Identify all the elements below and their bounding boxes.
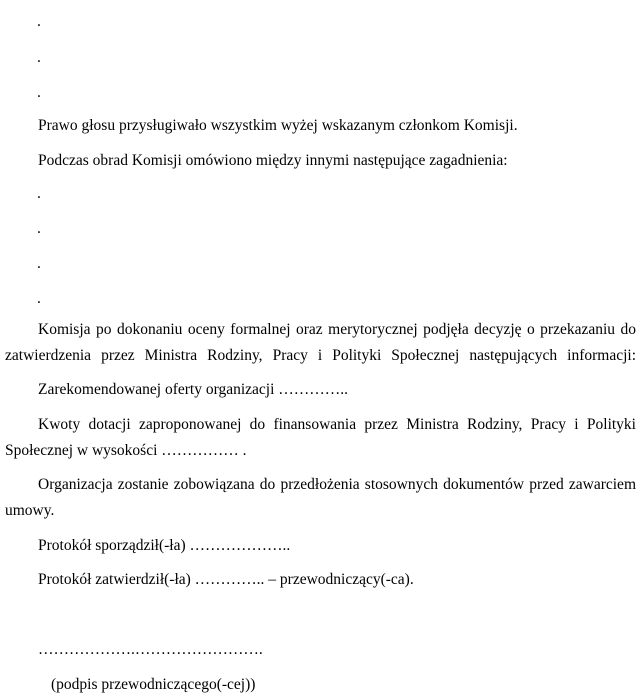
prepared-by-line: Protokół sporządził(-ła) ……………….. [38, 537, 291, 554]
signature-dotted-line: ……………….……………………. [38, 641, 263, 658]
signature-caption: (podpis przewodniczącego(-cej)) [51, 676, 256, 693]
decision-paragraph-line1: Komisja po dokonaniu oceny formalnej oraz merytorycznej podjęła decyzję o przekazaniu do [38, 321, 636, 338]
bullet-dot: . [37, 49, 41, 66]
bullet-dot: . [37, 84, 41, 101]
bullet-dot: . [37, 185, 41, 202]
discussed-topics-intro: Podczas obrad Komisji omówiono między innymi następujące zagadnienia: [38, 152, 508, 169]
grant-amount-line2: Społecznej w wysokości …………… . [5, 442, 247, 459]
bullet-dot: . [37, 220, 41, 237]
voting-rights-paragraph: Prawo głosu przysługiwało wszystkim wyżej wskazanym członkom Komisji. [38, 117, 518, 134]
bullet-dot: . [37, 13, 41, 30]
decision-paragraph-line2: zatwierdzenia przez Ministra Rodziny, Pracy i Polityki Społecznej następujących informacji: [5, 347, 636, 364]
bullet-dot: . [37, 290, 41, 307]
grant-amount-line1: Kwoty dotacji zaproponowanej do finansowania przez Ministra Rodziny, Pracy i Polityki [38, 416, 636, 433]
recommended-offer-line: Zarekomendowanej oferty organizacji ………….. [38, 381, 349, 398]
approved-by-line: Protokół zatwierdził(-ła) ………….. – przewodniczący(-ca). [38, 571, 414, 588]
obligation-line2: umowy. [5, 502, 55, 519]
bullet-dot: . [37, 255, 41, 272]
obligation-line1: Organizacja zostanie zobowiązana do przedłożenia stosownych dokumentów przed zawarciem [38, 476, 636, 493]
